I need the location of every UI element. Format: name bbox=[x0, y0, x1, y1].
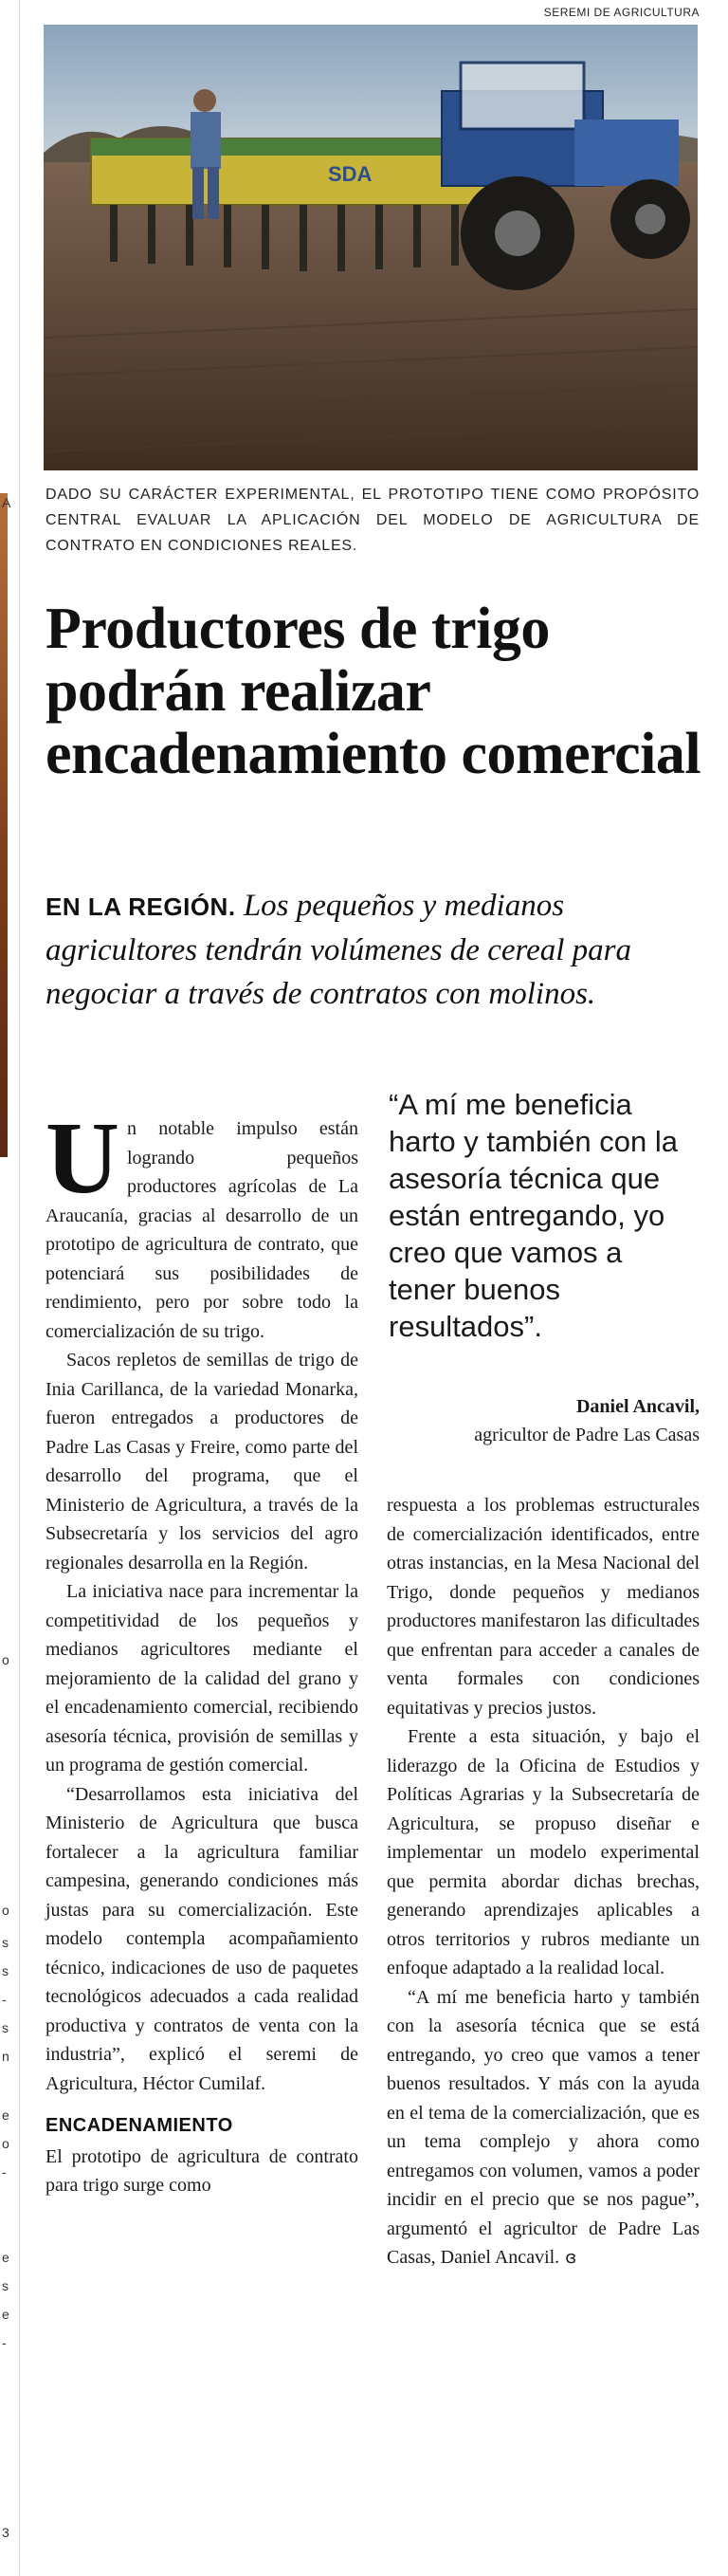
article-photo bbox=[44, 25, 698, 470]
body-paragraph bbox=[46, 1102, 358, 1346]
edge-letter: - bbox=[2, 2164, 7, 2180]
edge-letter: s bbox=[2, 2020, 9, 2035]
end-of-article-mark: ɞ bbox=[565, 2248, 577, 2268]
edge-letter: e bbox=[2, 2107, 9, 2123]
article-headline: Productores de trigo podrán realizar encadenamiento comercial bbox=[46, 597, 701, 786]
photo-credit: SEREMI DE AGRICULTURA bbox=[543, 6, 700, 19]
pull-quote-attribution-name: Daniel Ancavil, bbox=[575, 1396, 700, 1417]
drop-cap: U bbox=[46, 1102, 119, 1215]
body-column-1 bbox=[46, 1102, 358, 2200]
body-paragraph: “Desarrollamos esta iniciativa del Ministerio de Agricultura que busca fortalecer a la agricultura familiar campesina, generando condiciones más justas para su comercialización. Este modelo contempla acompañamiento técnico, indicaciones de uso de paquetes tecnológicos adecuados a cada realidad productiva y contratos de venta con la industria”, explicó el seremi de Agricultura, Héctor Cumilaf. bbox=[46, 1783, 358, 2094]
body-paragraph: Frente a esta situación, y bajo el liderazgo de la Oficina de Estudios y Políticas Agrarias y la Subsecretaría de Agricultura, se propuso diseñar e implementar un modelo experimental que permita abordar dichas brechas, generando aprendizajes aplicables a otros territorios y rubros mediante un enfoque adaptado a la realidad local. bbox=[387, 1726, 700, 1978]
edge-letter: e bbox=[2, 2250, 9, 2265]
pull-quote: “A mí me beneficia harto y también con la asesoría técnica que están entregando, yo creo que vamos a tener buenos resultados”. bbox=[389, 1088, 679, 1343]
lead-deck: Los pequeños y medianos agricultores tendrán volúmenes de cereal para negociar a través de contratos con molinos. bbox=[46, 889, 632, 1011]
article-lead bbox=[46, 884, 709, 1016]
tractor-seeder-illustration bbox=[44, 25, 698, 470]
body-paragraph bbox=[387, 1983, 700, 2273]
paragraph-text: “A mí me beneficia harto y también con la asesoría técnica que se está entregando, yo creo que vamos a tener buenos resultados. Y más con la ayuda en el tema de la comercialización, que es un tema complejo y ahora como entregamos con volumen, vamos a poder incidir en el precio que se nos pague”, argumentó el agricultor de Padre Las Casas, Daniel Ancavil. bbox=[387, 1986, 700, 2268]
body-column-2 bbox=[387, 1491, 700, 2273]
body-paragraph: Sacos repletos de semillas de trigo de Inia Carillanca, de la variedad Monarka, fueron entregados a productores de Padre Las Casas y Freire, como parte del desarrollo del programa, que el Ministerio de Agricultura, a través de la Subsecretaría y los servicios del agro regionales desarrolla en la Región. bbox=[46, 1350, 358, 1573]
paragraph-text: n notable impulso están logrando pequeños productores agrícolas de La Araucanía, gracias al desarrollo de un prototipo de agricultura de contrato, que potenciará sus posibilidades de rendimiento, pero por sobre todo la comercialización de su trigo. bbox=[46, 1118, 358, 1342]
edge-letter: n bbox=[2, 2049, 9, 2064]
photo-caption: DADO SU CARÁCTER EXPERIMENTAL, EL PROTOTIPO TIENE COMO PROPÓSITO CENTRAL EVALUAR LA APLICACIÓN DEL MODELO DE AGRICULTURA DE CONTRATO EN CONDICIONES REALES. bbox=[46, 487, 700, 554]
adjacent-page-edge bbox=[0, 0, 20, 2576]
seeder-label: SDA bbox=[328, 162, 373, 186]
adjacent-photo-strip bbox=[0, 493, 11, 1157]
section-subhead: ENCADENAMIENTO bbox=[46, 2115, 233, 2136]
edge-letter: e bbox=[2, 2307, 9, 2322]
edge-letter: s bbox=[2, 2278, 9, 2293]
lead-kicker: EN LA REGIÓN. bbox=[46, 892, 236, 921]
edge-letter: s bbox=[2, 1935, 9, 1950]
edge-letter: o bbox=[2, 1903, 9, 1918]
edge-letter: 3 bbox=[2, 2525, 9, 2540]
edge-letter: - bbox=[2, 2335, 7, 2350]
edge-letter: o bbox=[2, 2136, 9, 2151]
body-paragraph: La iniciativa nace para incrementar la competitividad de los pequeños y medianos agricultores mediante el mejoramiento de la calidad del grano y el encadenamiento comercial, recibiendo asesoría técnica, provisión de semillas y un programa de gestión comercial. bbox=[46, 1581, 358, 1776]
pull-quote-attribution-role: agricultor de Padre Las Casas bbox=[474, 1425, 700, 1445]
edge-letter: A bbox=[2, 495, 11, 510]
edge-letter: o bbox=[2, 1652, 9, 1667]
edge-letter: s bbox=[2, 1963, 9, 1978]
body-paragraph: respuesta a los problemas estructurales de comercialización identificados, entre otras instancias, en la Mesa Nacional del Trigo, donde pequeños y medianos productores manifestaron las dificultades que enfrentan para acceder a canales de venta formales con condiciones equitativas y precios justos. bbox=[387, 1495, 700, 1719]
edge-letter: - bbox=[2, 1992, 7, 2007]
body-paragraph: El prototipo de agricultura de contrato para trigo surge como bbox=[46, 2145, 358, 2196]
